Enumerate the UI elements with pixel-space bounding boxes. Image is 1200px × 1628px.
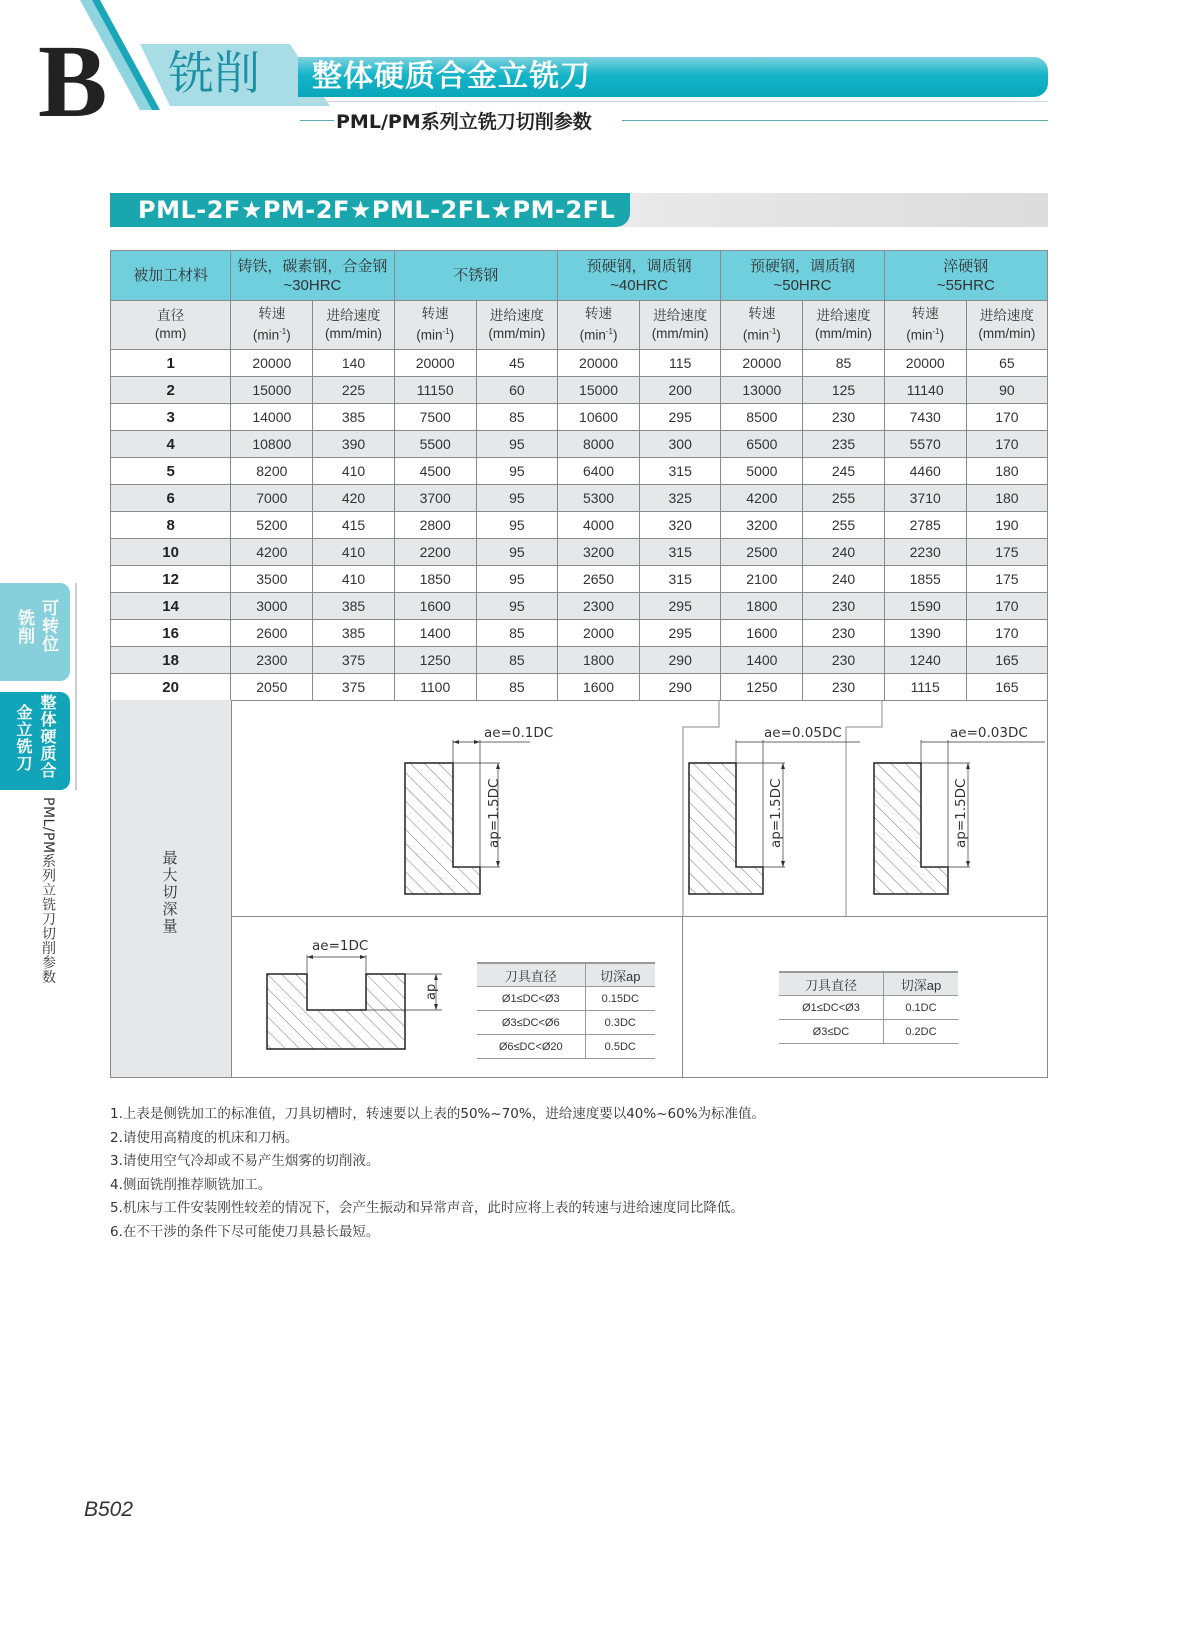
material-header: 不锈钢: [394, 251, 557, 301]
speed-cell: 5500: [394, 431, 476, 458]
speed-cell: 1400: [721, 647, 803, 674]
material-header: 预硬钢，调质钢 ~40HRC: [557, 251, 720, 301]
speed-cell: 1240: [884, 647, 966, 674]
material-header: 预硬钢，调质钢 ~50HRC: [721, 251, 884, 301]
feed-cell: 85: [476, 674, 557, 701]
feed-cell: 230: [803, 620, 884, 647]
feed-cell: 165: [966, 647, 1047, 674]
speed-cell: 2230: [884, 539, 966, 566]
speed-cell: 2300: [557, 593, 639, 620]
speed-cell: 7430: [884, 404, 966, 431]
speed-header: 转速 $(\min^{-1})$: [721, 301, 803, 350]
feed-cell: 170: [966, 620, 1047, 647]
diameter-cell: 12: [111, 566, 231, 593]
feed-cell: 180: [966, 485, 1047, 512]
feed-cell: 170: [966, 431, 1047, 458]
ae-label: ae=0.1DC: [484, 725, 554, 741]
material-corner-header: 被加工材料: [111, 251, 231, 301]
ae-label: ae=0.03DC: [950, 725, 1028, 741]
speed-cell: 20000: [394, 350, 476, 377]
speed-cell: 3000: [231, 593, 313, 620]
side-milling-diagram-1: [405, 740, 530, 894]
speed-cell: 2500: [721, 539, 803, 566]
speed-cell: 2785: [884, 512, 966, 539]
feed-cell: 295: [640, 620, 721, 647]
speed-cell: 1600: [557, 674, 639, 701]
speed-cell: 10800: [231, 431, 313, 458]
speed-cell: 4460: [884, 458, 966, 485]
speed-header: 转速 $(\min^{-1})$: [394, 301, 476, 350]
diameter-cell: 5: [111, 458, 231, 485]
speed-cell: 15000: [231, 377, 313, 404]
speed-cell: 1390: [884, 620, 966, 647]
speed-cell: 1115: [884, 674, 966, 701]
feed-cell: 375: [313, 674, 394, 701]
slot-depth-table-right: [779, 971, 958, 1044]
speed-cell: 20000: [884, 350, 966, 377]
feed-cell: 255: [803, 485, 884, 512]
speed-cell: 2600: [231, 620, 313, 647]
feed-cell: 315: [640, 566, 721, 593]
feed-cell: 410: [313, 539, 394, 566]
feed-cell: 65: [966, 350, 1047, 377]
feed-cell: 245: [803, 458, 884, 485]
speed-cell: 14000: [231, 404, 313, 431]
feed-cell: 420: [313, 485, 394, 512]
speed-cell: 10600: [557, 404, 639, 431]
speed-cell: 6500: [721, 431, 803, 458]
feed-cell: 85: [803, 350, 884, 377]
feed-header: 进给速度 (mm/min): [803, 301, 884, 350]
speed-cell: 1590: [884, 593, 966, 620]
category-label: 铣削: [168, 46, 260, 100]
side-tab-text: 金立铣刀: [14, 704, 33, 772]
speed-cell: 1800: [557, 647, 639, 674]
feed-cell: 255: [803, 512, 884, 539]
ap-label: ap=1.5DC: [486, 778, 502, 848]
side-tab-text: 整体硬质合: [38, 694, 57, 779]
feed-cell: 85: [476, 620, 557, 647]
page-subtitle: PML/PM系列立铣刀切削参数: [336, 111, 592, 133]
speed-cell: 11140: [884, 377, 966, 404]
speed-cell: 3710: [884, 485, 966, 512]
table-row: Ø1≤DC<Ø3 0.1DC: [779, 996, 958, 1020]
speed-header: 转速 $(\min^{-1})$: [884, 301, 966, 350]
feed-cell: 385: [313, 620, 394, 647]
diameter-cell: 1: [111, 350, 231, 377]
slot-depth-table-left: [477, 962, 655, 1059]
side-series-label: PML/PM系列立铣刀切削参数: [40, 797, 56, 985]
diameter-cell: 6: [111, 485, 231, 512]
section-letter: B: [38, 24, 108, 139]
feed-cell: 320: [640, 512, 721, 539]
feed-cell: 125: [803, 377, 884, 404]
speed-cell: 4500: [394, 458, 476, 485]
feed-cell: 295: [640, 404, 721, 431]
speed-header: 转速 $(\min^{-1})$: [231, 301, 313, 350]
ap-label: ap: [424, 983, 439, 1000]
speed-cell: 2800: [394, 512, 476, 539]
diameter-cell: 20: [111, 674, 231, 701]
speed-cell: 4000: [557, 512, 639, 539]
speed-cell: 7000: [231, 485, 313, 512]
speed-cell: 5000: [721, 458, 803, 485]
section-label: PML-2F★PM-2F★PML-2FL★PM-2FL: [138, 196, 616, 224]
diameter-cell: 3: [111, 404, 231, 431]
feed-cell: 230: [803, 593, 884, 620]
ae-label: ae=1DC: [312, 938, 369, 954]
feed-cell: 200: [640, 377, 721, 404]
feed-cell: 45: [476, 350, 557, 377]
speed-cell: 1250: [721, 674, 803, 701]
feed-cell: 95: [476, 458, 557, 485]
page-number: B502: [84, 1498, 134, 1521]
feed-cell: 95: [476, 539, 557, 566]
feed-cell: 415: [313, 512, 394, 539]
feed-cell: 175: [966, 539, 1047, 566]
note-item: 1.上表是侧铣加工的标准值，刀具切槽时，转速要以上表的50%~70%，进给速度要以40%~60%为标准值。: [110, 1106, 766, 1122]
speed-cell: 1600: [394, 593, 476, 620]
diameter-cell: 10: [111, 539, 231, 566]
feed-header: 进给速度 (mm/min): [313, 301, 394, 350]
speed-cell: 3200: [721, 512, 803, 539]
speed-cell: 5300: [557, 485, 639, 512]
feed-cell: 230: [803, 404, 884, 431]
speed-cell: 20000: [231, 350, 313, 377]
feed-cell: 410: [313, 458, 394, 485]
feed-cell: 95: [476, 431, 557, 458]
speed-cell: 15000: [557, 377, 639, 404]
feed-cell: 290: [640, 674, 721, 701]
ap-label: ap=1.5DC: [953, 778, 969, 848]
feed-cell: 190: [966, 512, 1047, 539]
speed-cell: 4200: [721, 485, 803, 512]
diameter-cell: 8: [111, 512, 231, 539]
speed-cell: 3200: [557, 539, 639, 566]
speed-cell: 1850: [394, 566, 476, 593]
diameter-cell: 14: [111, 593, 231, 620]
feed-cell: 180: [966, 458, 1047, 485]
note-item: 2.请使用高精度的机床和刀柄。: [110, 1129, 299, 1146]
feed-cell: 85: [476, 404, 557, 431]
slot-milling-diagram: [267, 955, 442, 1049]
speed-cell: 8000: [557, 431, 639, 458]
speed-cell: 3700: [394, 485, 476, 512]
material-header: 淬硬钢 ~55HRC: [884, 251, 1047, 301]
feed-cell: 315: [640, 458, 721, 485]
speed-cell: 2100: [721, 566, 803, 593]
feed-cell: 170: [966, 593, 1047, 620]
speed-cell: 1400: [394, 620, 476, 647]
diameter-header: 直径 (mm): [111, 301, 231, 350]
side-tab-text: 可转位: [38, 599, 58, 653]
speed-cell: 8200: [231, 458, 313, 485]
table-header: 刀具直径: [779, 972, 883, 996]
table-row: Ø3≤DC 0.2DC: [779, 1020, 958, 1044]
max-depth-label: 最大切深量: [162, 849, 178, 935]
feed-cell: 175: [966, 566, 1047, 593]
diameter-cell: 16: [111, 620, 231, 647]
speed-cell: 5570: [884, 431, 966, 458]
feed-cell: 230: [803, 674, 884, 701]
page-title: 整体硬质合金立铣刀: [312, 59, 591, 94]
speed-cell: 1250: [394, 647, 476, 674]
feed-cell: 165: [966, 674, 1047, 701]
feed-cell: 225: [313, 377, 394, 404]
feed-cell: 375: [313, 647, 394, 674]
speed-cell: 11150: [394, 377, 476, 404]
diameter-cell: 18: [111, 647, 231, 674]
speed-cell: 1100: [394, 674, 476, 701]
feed-cell: 295: [640, 593, 721, 620]
feed-header: 进给速度 (mm/min): [476, 301, 557, 350]
ae-label: ae=0.05DC: [764, 725, 842, 741]
diameter-cell: 4: [111, 431, 231, 458]
speed-cell: 5200: [231, 512, 313, 539]
feed-cell: 325: [640, 485, 721, 512]
feed-cell: 95: [476, 566, 557, 593]
speed-cell: 1800: [721, 593, 803, 620]
note-item: 3.请使用空气冷却或不易产生烟雾的切削液。: [110, 1153, 380, 1169]
speed-cell: 2000: [557, 620, 639, 647]
speed-cell: 6400: [557, 458, 639, 485]
notes-list: [110, 1103, 765, 1244]
feed-cell: 95: [476, 593, 557, 620]
feed-cell: 115: [640, 350, 721, 377]
feed-cell: 240: [803, 566, 884, 593]
feed-header: 进给速度 (mm/min): [640, 301, 721, 350]
note-item: 6.在不干涉的条件下尽可能使刀具悬长最短。: [110, 1223, 380, 1240]
table-header: 刀具直径: [477, 963, 585, 987]
feed-cell: 240: [803, 539, 884, 566]
feed-cell: 95: [476, 485, 557, 512]
feed-cell: 385: [313, 593, 394, 620]
feed-cell: 230: [803, 647, 884, 674]
table-row: Ø6≤DC<Ø20 0.5DC: [477, 1035, 655, 1059]
feed-cell: 235: [803, 431, 884, 458]
speed-cell: 2200: [394, 539, 476, 566]
speed-cell: 4200: [231, 539, 313, 566]
speed-cell: 20000: [721, 350, 803, 377]
speed-cell: 1600: [721, 620, 803, 647]
speed-header: 转速 $(\min^{-1})$: [557, 301, 639, 350]
feed-cell: 140: [313, 350, 394, 377]
table-header: 切深ap: [883, 972, 958, 996]
table-header: 切深ap: [585, 963, 655, 987]
ap-label: ap=1.5DC: [768, 778, 784, 848]
speed-cell: 7500: [394, 404, 476, 431]
feed-cell: 90: [966, 377, 1047, 404]
feed-cell: 170: [966, 404, 1047, 431]
diameter-cell: 2: [111, 377, 231, 404]
material-header: 铸铁，碳素钢，合金钢 ~30HRC: [231, 251, 394, 301]
feed-cell: 390: [313, 431, 394, 458]
speed-cell: 8500: [721, 404, 803, 431]
feed-header: 进给速度 (mm/min): [966, 301, 1047, 350]
feed-cell: 300: [640, 431, 721, 458]
speed-cell: 1855: [884, 566, 966, 593]
speed-cell: 3500: [231, 566, 313, 593]
feed-cell: 85: [476, 647, 557, 674]
table-row: Ø3≤DC<Ø6 0.3DC: [477, 1011, 655, 1035]
feed-cell: 410: [313, 566, 394, 593]
speed-cell: 13000: [721, 377, 803, 404]
note-item: 5.机床与工件安装刚性较差的情况下，会产生振动和异常声音，此时应将上表的转速与进给速度同比降低。: [110, 1200, 744, 1216]
side-tab-text: 铣削: [14, 609, 34, 645]
note-item: 4.侧面铣削推荐顺铣加工。: [110, 1176, 272, 1193]
feed-cell: 385: [313, 404, 394, 431]
feed-cell: 290: [640, 647, 721, 674]
table-row: Ø1≤DC<Ø3 0.15DC: [477, 987, 655, 1011]
feed-cell: 95: [476, 512, 557, 539]
feed-cell: 315: [640, 539, 721, 566]
speed-cell: 2050: [231, 674, 313, 701]
speed-cell: 20000: [557, 350, 639, 377]
feed-cell: 60: [476, 377, 557, 404]
speed-cell: 2300: [231, 647, 313, 674]
speed-cell: 2650: [557, 566, 639, 593]
